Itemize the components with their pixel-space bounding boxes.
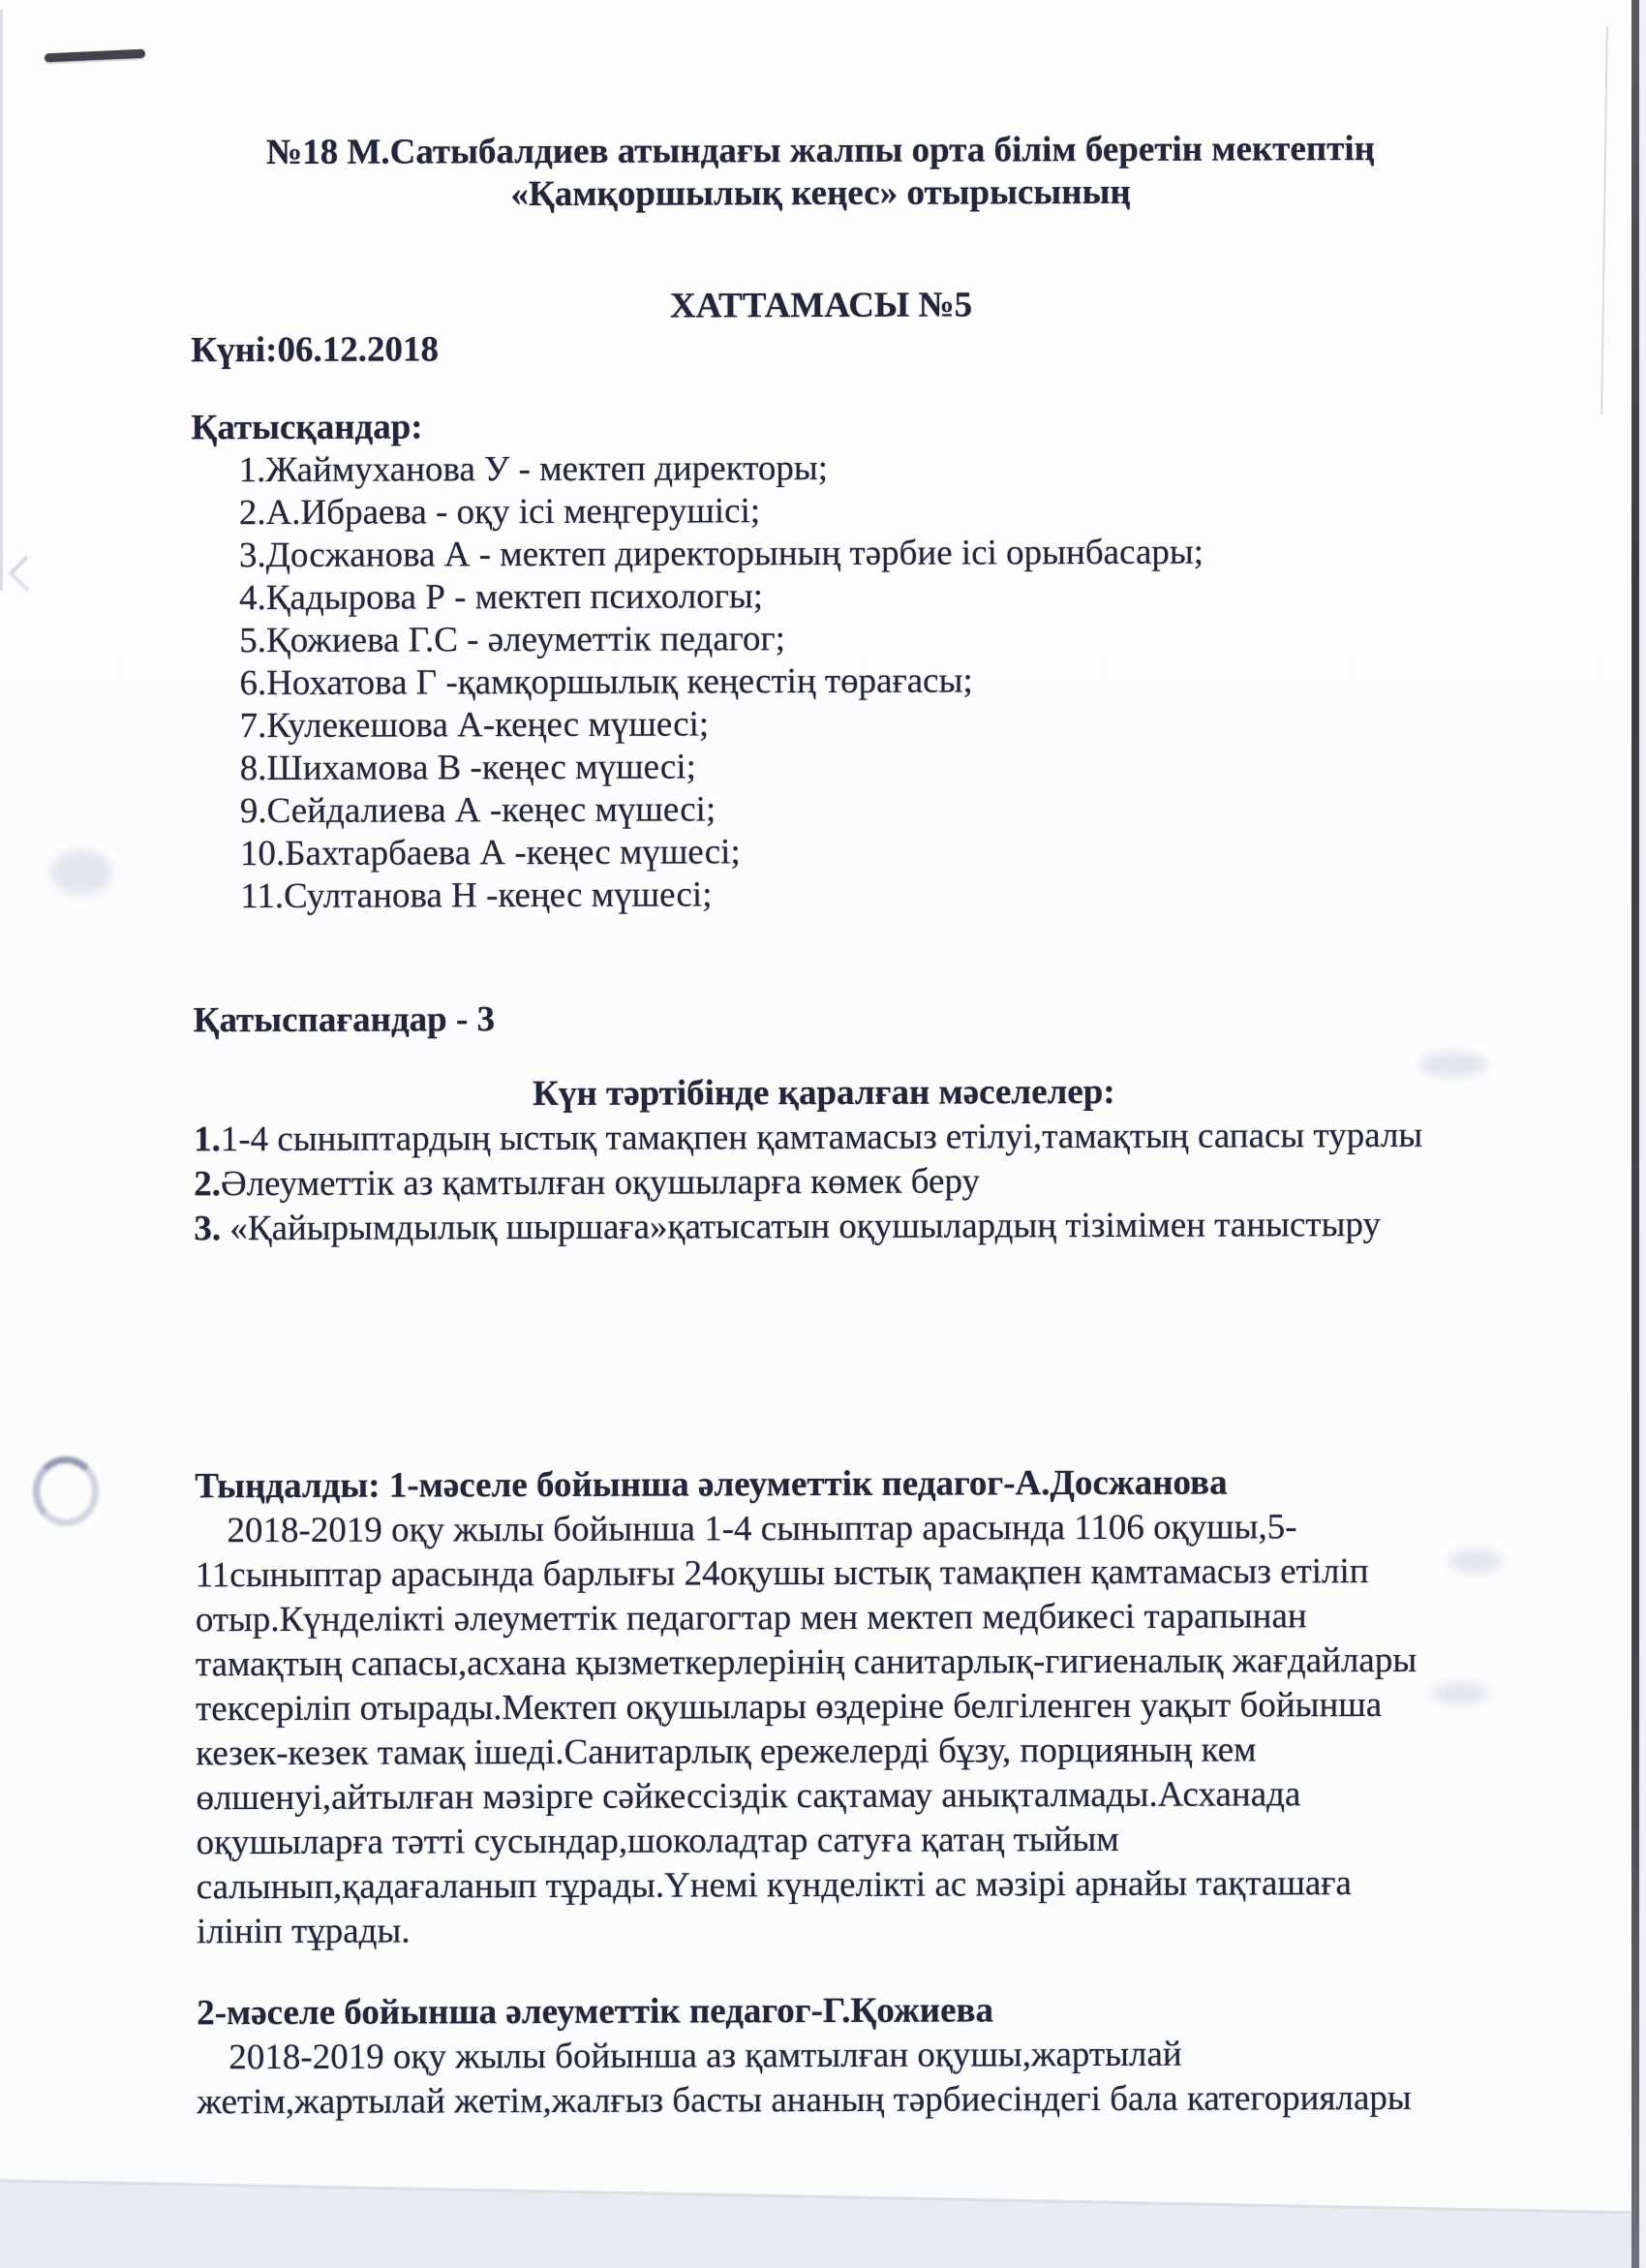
- attendee-item: 2.А.Ибраева - оқу ісі меңгерушісі;: [238, 491, 761, 534]
- faint-pencil-mark: [9, 556, 45, 592]
- agenda-heading: Күн тәртібінде қаралған мәселелер:: [533, 1071, 1115, 1115]
- document-title: [190, 128, 1450, 218]
- paragraph-line: кезек-кезек тамақ ішеді.Санитарлық ережелерді бұзу, порцияның кем: [196, 1730, 1257, 1774]
- paragraph-line: жетім,жартылай жетім,жалғыз басты ананың тәрбиесіндегі бала категориялары: [197, 2077, 1412, 2123]
- attendee-item: 6.Нохатова Г -қамқоршылық кеңестің төрағасы;: [239, 660, 973, 704]
- attendees-list: [192, 445, 1454, 919]
- hole-punch-mark: [33, 1456, 99, 1526]
- paragraph-line: отыр.Күнделікті әлеуметтік педагогтар мен мектеп медбикесі тарапынан: [195, 1596, 1307, 1640]
- paper-smudge: [50, 850, 112, 895]
- agenda-item: [194, 1203, 1454, 1252]
- paragraph-line: 11сыныптар арасында барлығы 24оқушы ыстық тамақпен қамтамасыз етіліп: [195, 1551, 1369, 1596]
- document-content: [190, 0, 1458, 2125]
- date-line: Күні:06.12.2018: [191, 329, 440, 371]
- agenda-item-number: 1.: [193, 1119, 221, 1160]
- attendee-item: 8.Шихамова В -кеңес мүшесі;: [239, 747, 696, 789]
- section-1-paragraph: [195, 1505, 1457, 1955]
- agenda-item-text: «Қайырымдылық шыршаға»қатысатын оқушылардың тізімімен таныстыру: [221, 1204, 1382, 1249]
- attendee-item: 1.Жаймуханова У - мектеп директоры;: [238, 447, 829, 491]
- paragraph-line: өлшенуі,айтылған мәзірге сәйкессіздік сақтамау анықталмады.Асханада: [196, 1774, 1301, 1819]
- agenda-list: [194, 1114, 1454, 1252]
- agenda-item: [194, 1114, 1454, 1163]
- section-1-heading: Тыңдалды: 1-мәселе бойынша әлеуметтік педагог-А.Досжанова: [195, 1462, 1228, 1507]
- paragraph-line: ілініп тұрады.: [196, 1911, 411, 1952]
- paragraph-line: тамақтың сапасы,асхана қызметкерлерінің санитарлық-гигиеналық жағдайлары: [195, 1640, 1417, 1685]
- scanner-background-strip: [1639, 0, 1646, 2268]
- pen-dash-mark: [45, 49, 145, 63]
- attendee-item: 3.Досжанова А - мектеп директорының тәрбие ісі орынбасары;: [238, 532, 1204, 576]
- agenda-item-text: Әлеуметтік аз қамтылған оқушыларға көмек беру: [220, 1161, 981, 1205]
- absent-count-line: Қатыспағандар - 3: [193, 999, 496, 1041]
- attendee-item: 7.Кулекешова А-кеңес мүшесі;: [239, 704, 710, 747]
- attendee-item: 10.Бахтарбаева А -кеңес мүшесі;: [239, 832, 741, 874]
- attendee-item: 4.Қадырова Р - мектеп психологы;: [239, 576, 764, 619]
- agenda-item: [194, 1158, 1454, 1208]
- page-right-edge: [1631, 0, 1639, 2268]
- page-fold-line: [1600, 27, 1608, 414]
- scanner-bottom-shadow: [0, 2179, 1646, 2268]
- attendee-item: 9.Сейдалиева А -кеңес мүшесі;: [239, 789, 716, 832]
- agenda-item-number: 3.: [194, 1209, 222, 1249]
- protocol-number-heading: ХАТТАМАСЫ №5: [669, 285, 973, 326]
- attendees-heading: Қатысқандар:: [191, 407, 423, 448]
- paragraph-line: тексеріліп отырады.Мектеп оқушылары өздеріне белгіленген уақыт бойынша: [196, 1684, 1383, 1730]
- attendee-item: 5.Қожиева Г.С - әлеуметтік педагог;: [239, 619, 786, 661]
- scanner-left-edge-line: [0, 10, 3, 591]
- paragraph-line: оқушыларға тәтті сусындар,шоколадтар сатуға қатаң тыйым: [196, 1819, 1119, 1863]
- paragraph-line: 2018-2019 оқу жылы бойынша аз қамтылған оқушы,жартылай: [229, 2034, 1182, 2078]
- agenda-item-text: 1-4 сыныптардың ыстық тамақпен қамтамасыз етілуі,тамақтың сапасы туралы: [220, 1115, 1423, 1160]
- paragraph-line: салынып,қадағаланып тұрады.Үнемі күнделікті ас мәзірі арнайы тақташаға: [196, 1863, 1352, 1908]
- agenda-item-number: 2.: [194, 1164, 222, 1205]
- paper-smudge: [1448, 1549, 1503, 1573]
- document-title-line2: «Қамқоршылық кеңес» отырысының: [510, 171, 1131, 215]
- section-2-paragraph: [197, 2032, 1457, 2126]
- document-title-line1: №18 М.Сатыбалдиев атындағы жалпы орта білім беретін мектептің: [265, 129, 1376, 173]
- attendee-item: 11.Султанова Н -кеңес мүшесі;: [240, 874, 713, 917]
- section-2-heading: 2-мәселе бойынша әлеуметтік педагог-Г.Қожиева: [197, 1990, 994, 2034]
- paragraph-line: 2018-2019 оқу жылы бойынша 1-4 сыныптар арасында 1106 оқушы,5-: [227, 1507, 1297, 1551]
